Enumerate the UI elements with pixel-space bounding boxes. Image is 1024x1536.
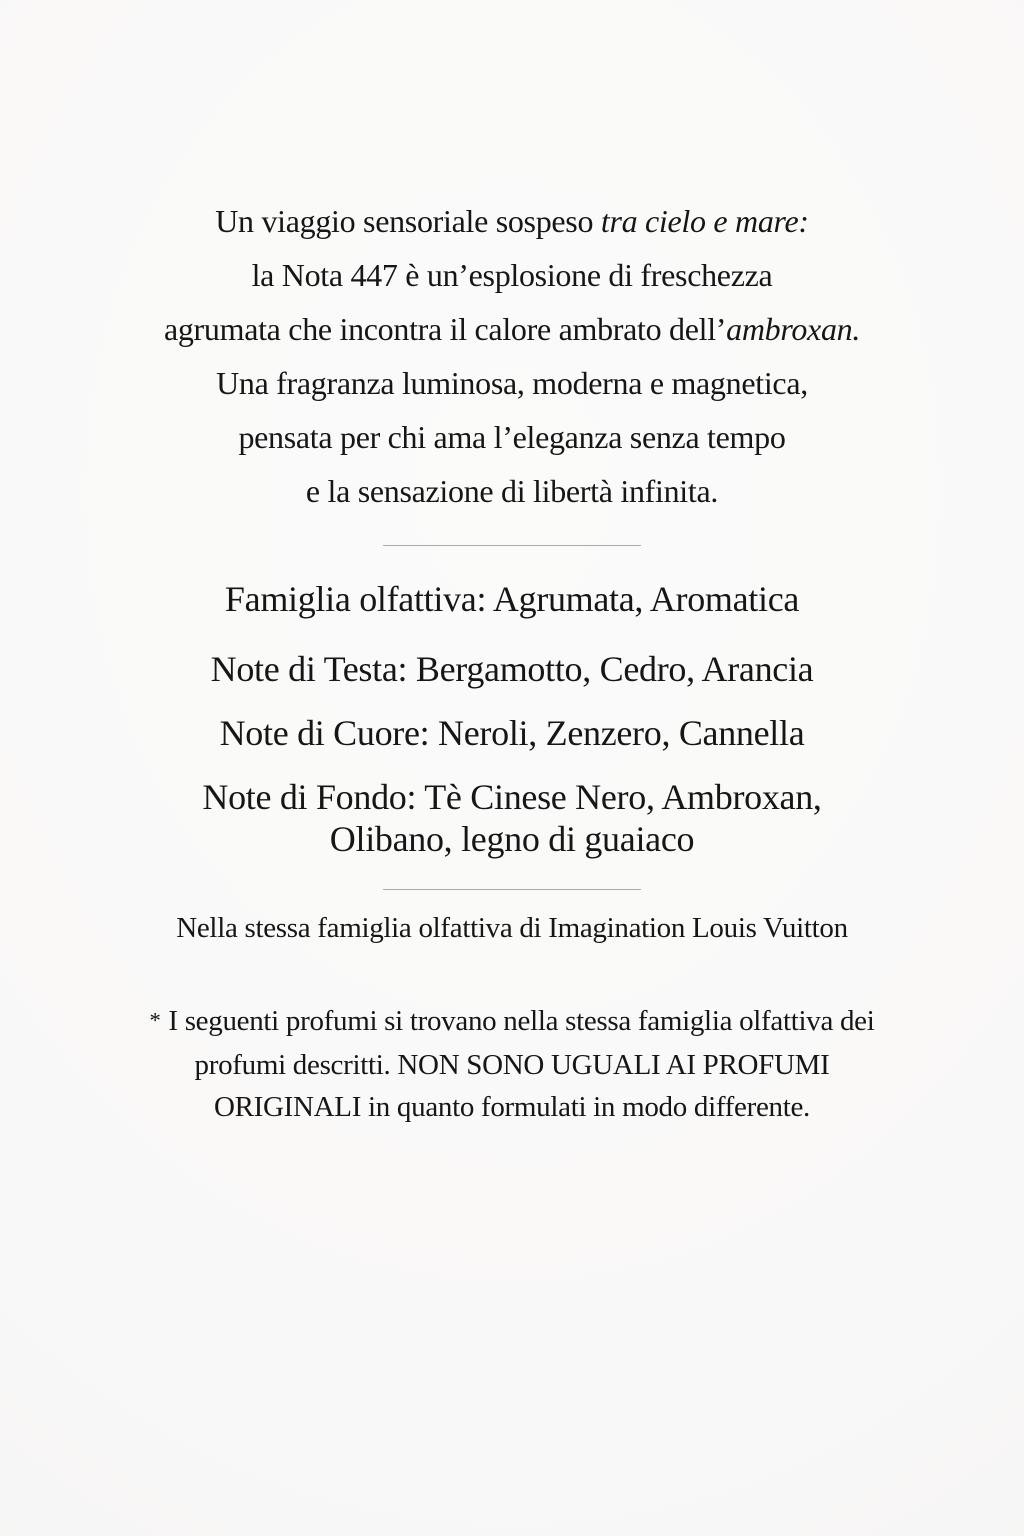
- disclaimer-line-1-text: I seguenti profumi si trovano nella stessa famiglia olfattiva dei: [168, 1005, 875, 1037]
- family-comparison-note: Nella stessa famiglia olfattiva di Imagination Louis Vuitton: [176, 912, 848, 944]
- top-notes: Note di Testa: Bergamotto, Cedro, Arancia: [210, 649, 814, 689]
- disclaimer-line-3: ORIGINALI in quanto formulati in modo differente.: [213, 1091, 811, 1123]
- intro-line-6: e la sensazione di libertà infinita.: [305, 473, 719, 509]
- intro-line-1-regular: Un viaggio sensoriale sospeso: [215, 203, 601, 239]
- heart-notes: Note di Cuore: Neroli, Zenzero, Cannella: [219, 713, 805, 753]
- intro-line-5: pensata per chi ama l’eleganza senza tempo: [238, 419, 786, 455]
- disclaimer-line-1: [0, 1000, 1024, 1044]
- section-divider-bottom: [383, 889, 641, 890]
- intro-line-1: [0, 194, 1024, 248]
- disclaimer-line-2: profumi descritti. NON SONO UGUALI AI PROFUMI: [194, 1049, 830, 1081]
- intro-line-3: [0, 302, 1024, 356]
- base-notes-line-1: Note di Fondo: Tè Cinese Nero, Ambroxan,: [202, 777, 822, 817]
- intro-line-4: Una fragranza luminosa, moderna e magnetica,: [216, 365, 808, 401]
- base-notes-line-2: Olibano, legno di guaiaco: [329, 819, 695, 859]
- section-divider-top: [383, 545, 641, 546]
- asterisk-marker: *: [149, 1007, 161, 1033]
- disclaimer-paragraph: [0, 1000, 1024, 1128]
- intro-paragraph: [0, 194, 1024, 518]
- base-notes: [0, 776, 1024, 860]
- intro-line-1-italic: tra cielo e mare:: [600, 203, 809, 239]
- intro-line-3-regular: agrumata che incontra il calore ambrato dell’: [163, 311, 727, 347]
- intro-line-3-italic: ambroxan.: [726, 311, 861, 347]
- intro-line-2: la Nota 447 è un’esplosione di freschezza: [251, 257, 773, 293]
- olfactory-family: Famiglia olfattiva: Agrumata, Aromatica: [224, 579, 800, 619]
